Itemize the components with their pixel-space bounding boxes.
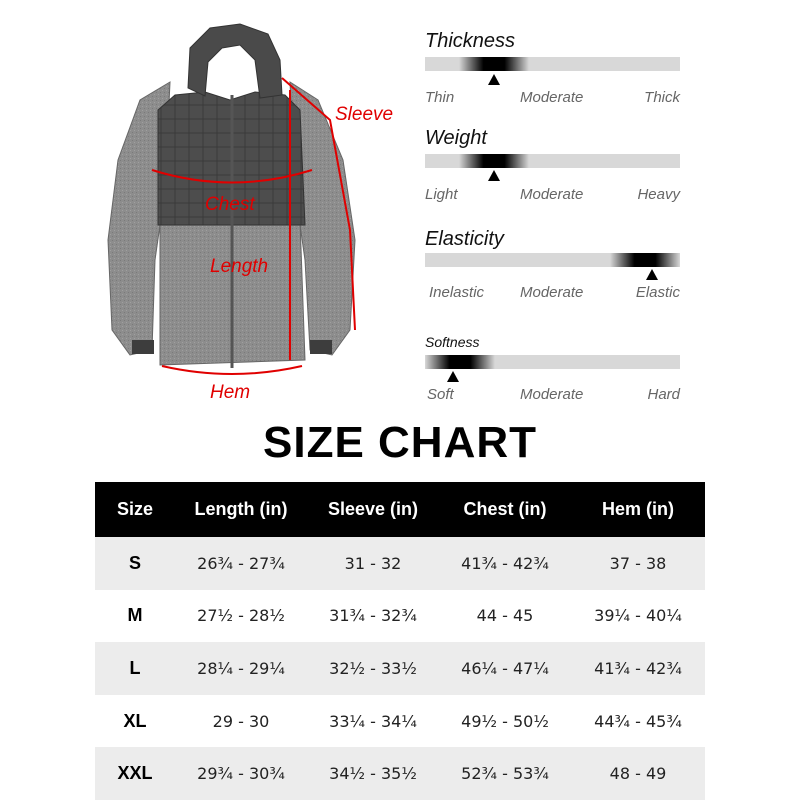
hem-cell: 39¼ - 40¼ (571, 590, 705, 643)
scale-track-weight (425, 154, 680, 168)
length-cell: 28¼ - 29¼ (175, 642, 307, 695)
tick-label-thick: Thick (644, 89, 680, 106)
scale-ticks-elasticity (425, 284, 680, 304)
column-header: Chest (in) (439, 482, 571, 537)
chest-cell: 46¼ - 47¼ (439, 642, 571, 695)
sleeve-cell: 33¼ - 34¼ (307, 695, 439, 748)
chest-cell: 44 - 45 (439, 590, 571, 643)
hem-cell: 41¾ - 42¾ (571, 642, 705, 695)
scale-arrow-weight (488, 170, 500, 181)
table-row (95, 695, 705, 748)
size-cell: L (95, 642, 175, 695)
size-cell: M (95, 590, 175, 643)
scale-title-softness: Softness (425, 334, 480, 350)
scale-level-elasticity (610, 253, 680, 267)
chest-label: Chest (205, 194, 255, 215)
scale-level-thickness (459, 57, 529, 71)
size-cell: XXL (95, 747, 175, 800)
sleeve-cell: 31 - 32 (307, 537, 439, 590)
sleeve-cell: 31¾ - 32¾ (307, 590, 439, 643)
table-row (95, 590, 705, 643)
scale-track-thickness (425, 57, 680, 71)
scale-track-elasticity (425, 253, 680, 267)
scale-track-softness (425, 355, 680, 369)
column-header: Sleeve (in) (307, 482, 439, 537)
hem-label: Hem (210, 382, 251, 403)
column-header: Size (95, 482, 175, 537)
column-header: Length (in) (175, 482, 307, 537)
scale-arrow-softness (447, 371, 459, 382)
length-label: Length (210, 256, 269, 277)
scale-level-weight (459, 154, 529, 168)
chest-cell: 41¾ - 42¾ (439, 537, 571, 590)
table-row (95, 747, 705, 800)
length-cell: 26¾ - 27¾ (175, 537, 307, 590)
scale-ticks-thickness (425, 89, 680, 109)
length-cell: 29 - 30 (175, 695, 307, 748)
scale-ticks-softness (425, 386, 680, 406)
scale-title-weight: Weight (425, 127, 487, 149)
hem-cell: 37 - 38 (571, 537, 705, 590)
scale-level-softness (425, 355, 495, 369)
size-cell: S (95, 537, 175, 590)
tick-label-moderate: Moderate (520, 89, 584, 106)
chest-cell: 49½ - 50½ (439, 695, 571, 748)
sleeve-cell: 32½ - 33½ (307, 642, 439, 695)
scale-ticks-weight (425, 186, 680, 206)
table-header-row (95, 482, 705, 537)
tick-label-moderate: Moderate (520, 284, 584, 301)
tick-label-hard: Hard (647, 386, 680, 403)
length-cell: 29¾ - 30¾ (175, 747, 307, 800)
tick-label-thin: Thin (425, 89, 455, 106)
chest-cell: 52¾ - 53¾ (439, 747, 571, 800)
scale-title-elasticity: Elasticity (425, 228, 504, 250)
size-chart-title: SIZE CHART (263, 418, 537, 467)
scale-arrow-elasticity (646, 269, 658, 280)
tick-label-light: Light (425, 186, 458, 203)
sleeve-cell: 34½ - 35½ (307, 747, 439, 800)
scale-arrow-thickness (488, 74, 500, 85)
tick-label-moderate: Moderate (520, 386, 584, 403)
size-table (95, 482, 705, 800)
jacket-illustration (0, 0, 410, 415)
scale-title-thickness: Thickness (425, 30, 516, 52)
table-row (95, 642, 705, 695)
column-header: Hem (in) (571, 482, 705, 537)
tick-label-elastic: Elastic (635, 284, 680, 301)
hem-cell: 48 - 49 (571, 747, 705, 800)
length-cell: 27½ - 28½ (175, 590, 307, 643)
table-row (95, 537, 705, 590)
tick-label-heavy: Heavy (637, 186, 680, 203)
hem-cell: 44¾ - 45¾ (571, 695, 705, 748)
tick-label-soft: Soft (427, 386, 454, 403)
size-cell: XL (95, 695, 175, 748)
sleeve-label: Sleeve (335, 104, 394, 125)
tick-label-moderate: Moderate (520, 186, 584, 203)
tick-label-inelastic: Inelastic (429, 284, 485, 301)
